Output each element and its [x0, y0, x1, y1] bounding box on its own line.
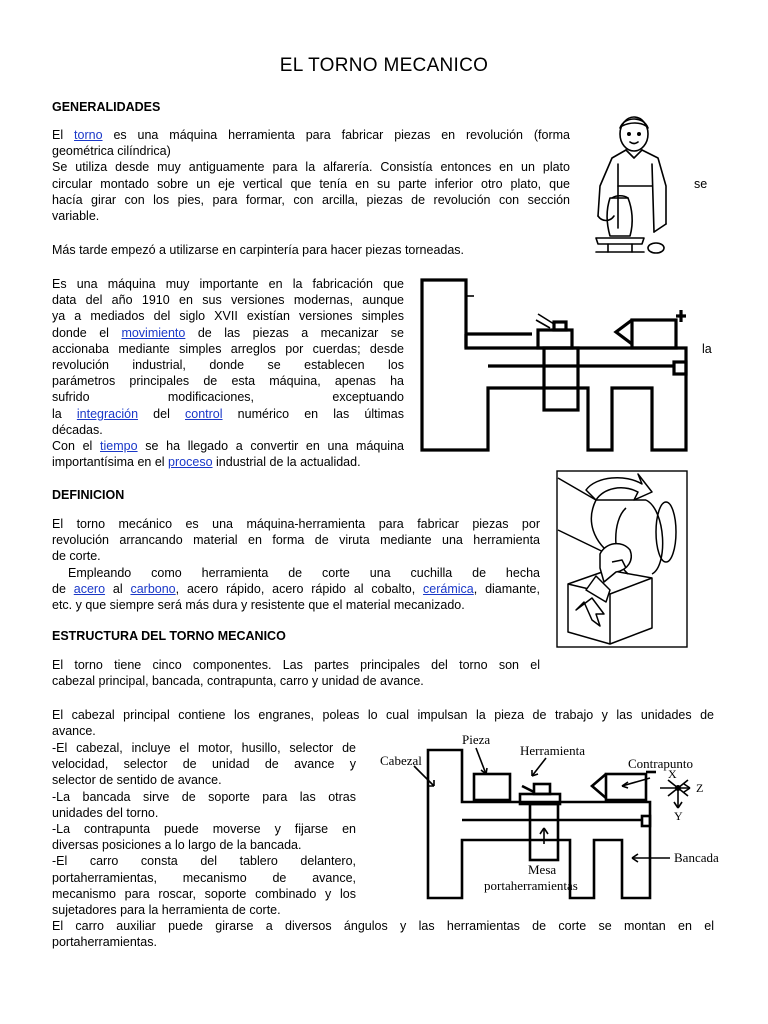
list-item: selector de sentido de avance.	[52, 773, 222, 788]
list-item: portaherramientas, mecanismo de avance,	[52, 870, 356, 885]
text: de	[52, 581, 66, 596]
label-cabezal: Cabezal	[380, 753, 422, 768]
label-axis-y: Y	[674, 809, 683, 823]
list-partes	[52, 740, 356, 918]
paragraph-carro-auxiliar	[52, 918, 714, 950]
lathe-schematic-illustration	[418, 276, 690, 454]
text: de las piezas a mecanizar se	[197, 325, 404, 340]
text: Empleando como herramienta de corte una cuchilla de hecha	[68, 565, 540, 580]
link-torno[interactable]: torno	[74, 128, 103, 142]
text: sufrido modificaciones, exceptuando	[52, 390, 404, 405]
text: revolución industrial, donde se establecen los	[52, 358, 404, 373]
text: variable.	[52, 209, 100, 224]
text: El torno tiene cinco componentes. Las partes principales del torno son el	[52, 658, 540, 672]
link-control[interactable]: control	[185, 406, 223, 421]
text: data del año 1910 en sus versiones modernas, aunque	[52, 293, 404, 308]
list-item: -La bancada sirve de soporte para las otras	[52, 789, 356, 804]
text: Se utiliza desde muy antiguamente para la alfarería. Consistía entonces en un plato	[52, 160, 570, 175]
list-item: -El cabezal, incluye el motor, husillo, selector de	[52, 741, 356, 755]
text: geométrica cilíndrica)	[52, 144, 171, 159]
label-axis-x: X	[668, 767, 677, 781]
link-integracion[interactable]: integración	[76, 406, 139, 421]
text: El cabezal principal contiene los engranes, poleas lo cual impulsan la pieza de trabajo y las unidades de	[52, 708, 714, 722]
text: , diamante,	[473, 581, 540, 596]
paragraph-carpinteria: Más tarde empezó a utilizarse en carpintería para hacer piezas torneadas.	[52, 243, 465, 257]
link-acero[interactable]: acero	[73, 581, 106, 596]
text: cabezal principal, bancada, contrapunta, carro y unidad de avance.	[52, 674, 424, 689]
text: El torno mecánico es una máquina-herramienta para fabricar piezas por	[52, 517, 540, 531]
text: décadas.	[52, 422, 103, 437]
label-mesa: Mesa	[528, 862, 557, 877]
text: revolución arrancando material en forma de viruta mediante una herramienta	[52, 533, 540, 548]
cutting-tool-illustration	[556, 470, 688, 648]
text: industrial de la actualidad.	[216, 455, 361, 470]
text-se: se	[694, 177, 708, 191]
list-item: -La contrapunta puede moverse y fijarse en	[52, 822, 356, 837]
text: avance.	[52, 724, 96, 739]
text: , acero rápido, acero rápido al cobalto,	[175, 581, 416, 596]
paragraph-historia	[52, 276, 404, 470]
label-portaherramientas: portaherramientas	[484, 878, 578, 893]
text: circular montado sobre un eje vertical que tenía en su parte inferior otro plato, que	[52, 176, 570, 191]
lathe-parts-diagram	[370, 728, 720, 912]
label-herramienta: Herramienta	[520, 743, 585, 758]
link-movimiento[interactable]: movimiento	[121, 325, 186, 340]
text: El carro auxiliar puede girarse a diversos ángulos y las herramientas de corte se montan en el	[52, 919, 714, 933]
text: del	[153, 406, 170, 421]
text: Es una máquina muy importante en la fabricación que	[52, 277, 404, 291]
list-item: -El carro consta del tablero delantero,	[52, 854, 356, 869]
text: parámetros principales de esta máquina, apenas ha	[52, 374, 404, 389]
label-axis-z: Z	[696, 781, 704, 795]
list-item: velocidad, selector de unidad de avance y	[52, 757, 356, 772]
text: portaherramientas.	[52, 935, 157, 950]
link-carbono[interactable]: carbono	[130, 581, 176, 596]
paragraph-torno-intro	[52, 127, 570, 224]
page-title: EL TORNO MECANICO	[279, 55, 489, 76]
text: Con el	[52, 439, 93, 454]
text: importantísima en el	[52, 455, 165, 470]
link-proceso[interactable]: proceso	[168, 455, 213, 470]
text: de corte.	[52, 549, 101, 564]
list-item: sujetadores para la herramienta de corte.	[52, 903, 281, 918]
text: la	[52, 406, 62, 421]
list-item: unidades del torno.	[52, 805, 159, 820]
list-item: diversas posiciones a lo largo de la bancada.	[52, 838, 302, 853]
text-la: la	[702, 342, 712, 356]
link-ceramica[interactable]: cerámica	[423, 581, 474, 596]
text: donde el	[52, 325, 109, 340]
list-item: mecanismo para roscar, soporte combinado y los	[52, 886, 356, 901]
paragraph-definicion	[52, 516, 540, 613]
section-heading-definicion: DEFINICION	[52, 488, 125, 502]
text: numérico en las últimas	[237, 406, 404, 421]
label-pieza: Pieza	[462, 732, 491, 747]
label-bancada: Bancada	[674, 850, 719, 865]
text: ya a mediados del siglo XVII existían versiones simples	[52, 309, 404, 324]
text: hacía girar con los pies, para formar, con arcilla, piezas de revolución con sección	[52, 192, 570, 207]
text: El	[52, 128, 64, 142]
text: al	[112, 581, 123, 596]
section-heading-estructura: ESTRUCTURA DEL TORNO MECANICO	[52, 629, 286, 643]
paragraph-componentes	[52, 657, 540, 689]
link-tiempo[interactable]: tiempo	[100, 439, 138, 454]
text: se ha llegado a convertir en una máquina	[145, 439, 404, 454]
text: es una máquina herramienta para fabricar piezas en revolución (forma	[113, 128, 570, 142]
text: etc. y que siempre será más dura y resistente que el material mecanizado.	[52, 598, 465, 613]
text: accionaba mediante simples arreglos por cuerdas; desde	[52, 341, 404, 356]
section-heading-generalidades: GENERALIDADES	[52, 100, 161, 114]
label-contrapunto: Contrapunto	[628, 756, 693, 771]
potter-illustration	[582, 112, 674, 258]
